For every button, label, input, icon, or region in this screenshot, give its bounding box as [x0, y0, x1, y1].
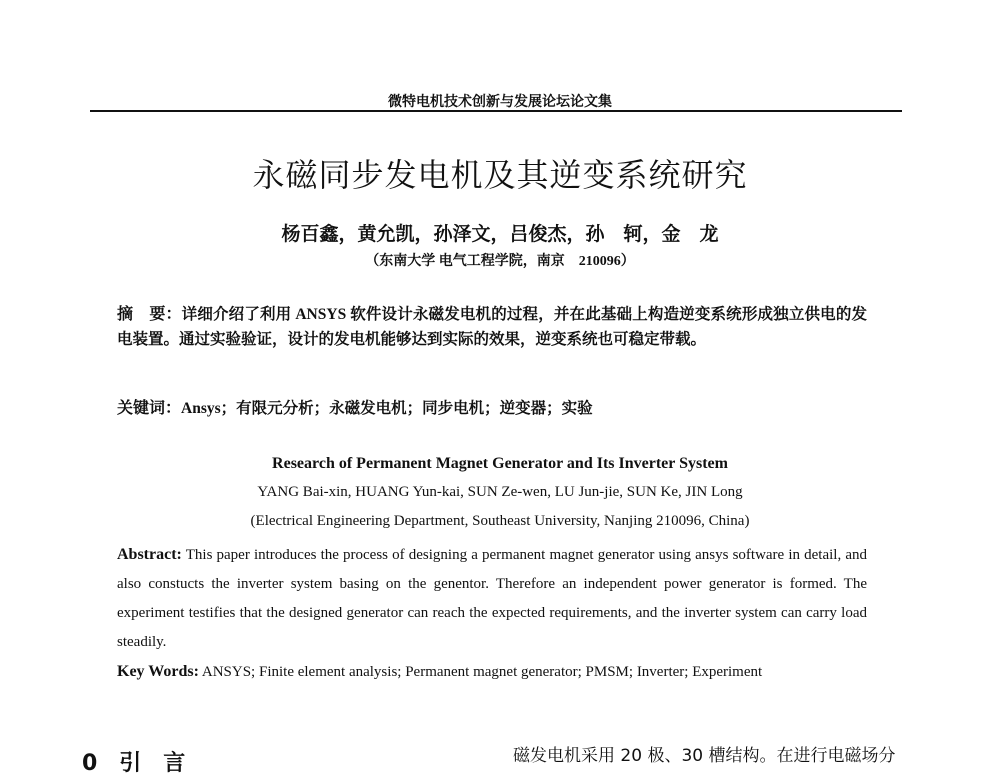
column2-body-text: 磁发电机采用 20 极、30 槽结构。在进行电磁场分 — [513, 746, 896, 766]
running-header: 微特电机技术创新与发展论坛论文集 — [388, 95, 612, 110]
affiliation-en: (Electrical Engineering Department, Southeast University, Nanjing 210096, China) — [250, 513, 750, 529]
authors-en: YANG Bai-xin, HUANG Yun-kai, SUN Ze-wen, LU Jun-jie, SUN Ke, JIN Long — [257, 484, 743, 500]
section-heading-introduction: 0 引 言 — [82, 751, 186, 776]
keywords-zh — [117, 396, 867, 421]
keywords-en — [117, 657, 867, 687]
paper-title-zh: 永磁同步发电机及其逆变系统研究 — [252, 156, 748, 194]
header-rule — [90, 110, 902, 112]
paper-title-en: Research of Permanent Magnet Generator and Its Inverter System — [272, 455, 728, 472]
keywords-en-text: ANSYS; Finite element analysis; Permanent magnet generator; PMSM; Inverter; Experiment — [201, 664, 763, 680]
abstract-zh — [117, 302, 867, 352]
authors-zh: 杨百鑫，黄允凯，孙泽文，吕俊杰，孙 轲，金 龙 — [281, 224, 719, 245]
affiliation-zh: （东南大学 电气工程学院，南京 210096） — [365, 254, 635, 269]
keywords-zh-text: Ansys；有限元分析；永磁发电机；同步电机；逆变器；实验 — [181, 400, 593, 417]
abstract-en-label: Abstract: — [117, 546, 182, 563]
abstract-zh-label: 摘 要： — [117, 306, 182, 323]
abstract-zh-text: 详细介绍了利用 ANSYS 软件设计永磁发电机的过程，并在此基础上构造逆变系统形成独立供电的发电装置。通过实验验证，设计的发电机能够达到实际的效果，逆变系统也可稳定带载。 — [117, 306, 867, 348]
keywords-zh-label: 关键词： — [117, 400, 182, 417]
keywords-en-label: Key Words: — [117, 663, 199, 680]
abstract-en-text: This paper introduces the process of designing a permanent magnet generator using ansys software in detail, and also constucts the inverter system basing on the genentor. Therefore an independent power generator is formed. The experiment testifies that the designed generator can reach the expected requirements, and the inverter system can carry load steadily. — [117, 547, 867, 650]
abstract-en — [117, 540, 867, 657]
